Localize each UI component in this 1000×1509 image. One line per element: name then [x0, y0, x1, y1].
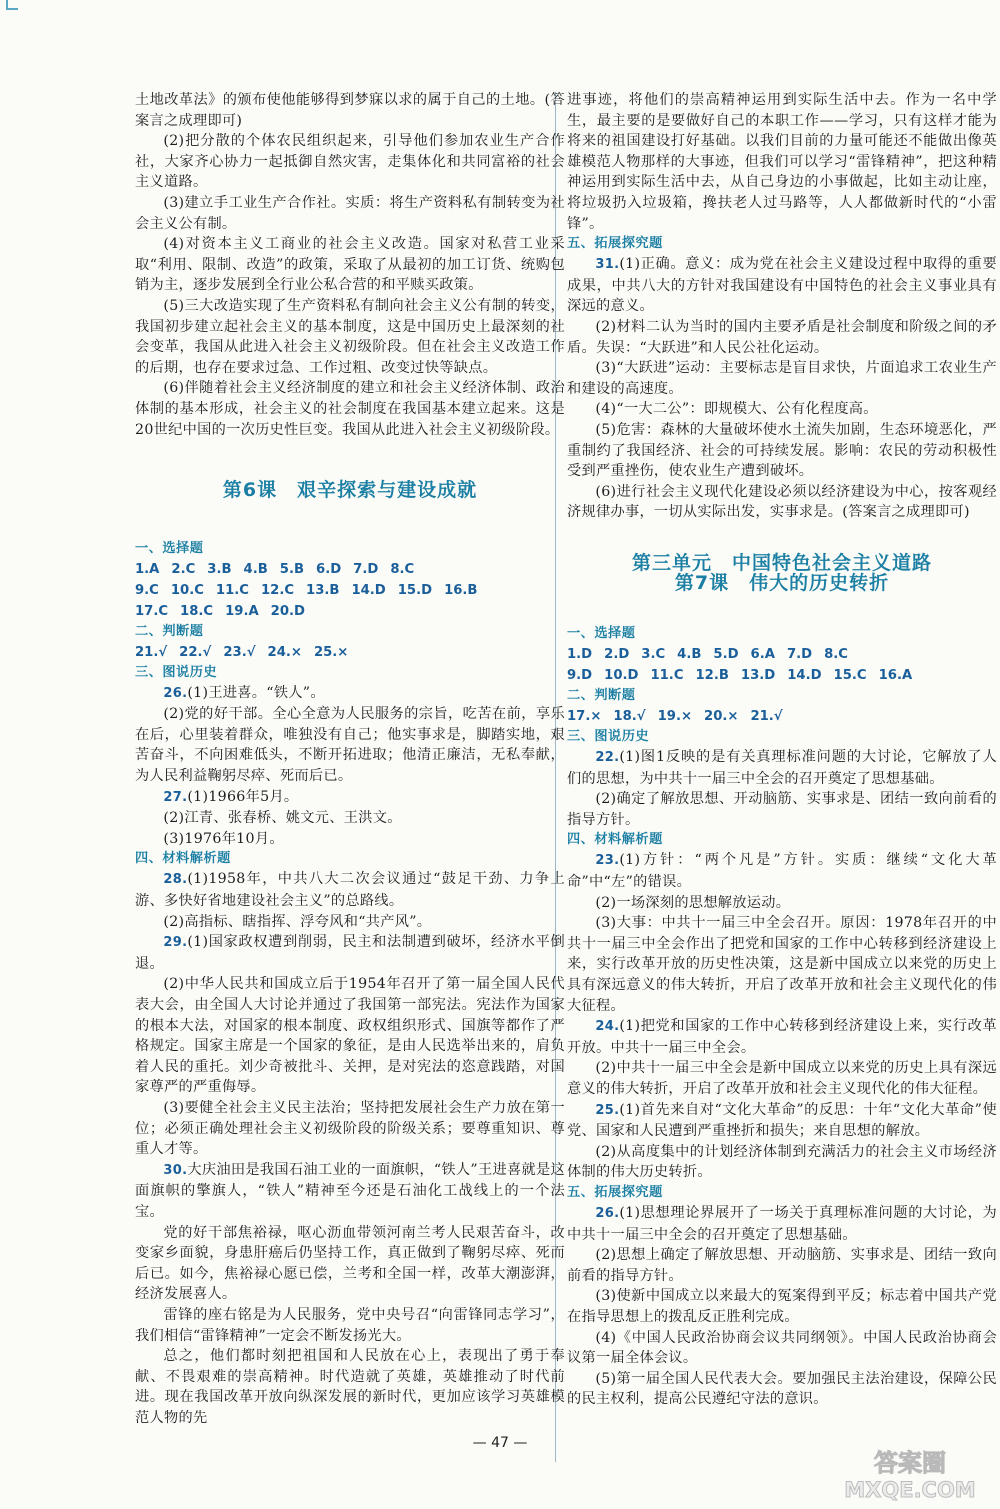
section-heading: 三、图说历史	[567, 729, 650, 745]
answer-paragraph	[567, 789, 997, 830]
answer-paragraph	[135, 1346, 565, 1428]
answer-paragraph	[135, 704, 565, 786]
answer-text: (2)中华人民共和国成立后于1954年召开了第一届全国人民代表大会，由全国人大讨论并通过了我国第一部宪法。宪法作为国家的根本大法，对国家的根本制度、政权组织形式、国旗等都作了严格规定。国家主席是一个国家的象征，是由人民选举出来的，肩负着人民的重托。刘少奇被批斗、关押，是对宪法的恣意践踏，对国家尊严的严重侮辱。	[135, 976, 565, 1096]
answer-text: (1)思想理论界展开了一场关于真理标准问题的大讨论，为中共十一届三中全会的召开奠定了思想基础。	[567, 1204, 997, 1243]
answer-key-row	[135, 642, 565, 663]
answer-text: (5)第一届全国人民代表大会。要加强民主法治建设，保障公民的民主权利，提高公民遵纪守法的意识。	[567, 1370, 997, 1408]
question-number: 24.	[595, 1019, 620, 1035]
answer-paragraph	[567, 358, 997, 399]
answer-text: (1)首先来自对“文化大革命”的反思：十年“文化大革命”使党、国家和人民遭到严重挫折和损失；来自思想的解放。	[567, 1101, 997, 1140]
answer-key-item: 15.C	[833, 668, 867, 684]
answer-key-item: 18.C	[180, 603, 214, 619]
answer-paragraph	[135, 829, 565, 850]
answer-paragraph	[567, 747, 997, 789]
answer-text: (2)一场深刻的思想解放运动。	[595, 894, 791, 911]
answer-paragraph	[567, 254, 997, 317]
answer-paragraph	[567, 1286, 997, 1327]
answer-text: (2)从高度集中的计划经济体制到充满活力的社会主义市场经济体制的伟大历史转折。	[567, 1143, 997, 1181]
question-number: 26.	[163, 685, 188, 701]
answer-key-item: 16.A	[878, 668, 913, 684]
answer-text: (2)中共十一届三中全会是新中国成立以来党的历史上具有深远意义的伟大转折，开启了改革开放和社会主义现代化的伟大征程。	[567, 1060, 997, 1097]
section-heading: 二、判断题	[567, 688, 636, 704]
answer-paragraph	[135, 974, 565, 1098]
section-heading: 一、选择题	[135, 540, 204, 556]
answer-paragraph	[135, 1160, 565, 1223]
answer-paragraph	[135, 296, 565, 378]
question-number: 27.	[163, 789, 188, 805]
answer-text: (1)正确。意义：成为党在社会主义建设过程中取得的重要成果，中共八大的方针对我国建设有中国特色的社会主义事业具有深远的意义。	[567, 256, 997, 315]
spacer	[135, 440, 565, 480]
section-heading: 五、拓展探究题	[567, 1184, 663, 1200]
watermark-text-cn: 答案圈	[874, 1449, 946, 1477]
answer-key-item: 17.C	[135, 603, 169, 619]
answer-key-row	[567, 665, 997, 686]
answer-paragraph	[135, 378, 565, 440]
answer-key-row	[135, 601, 565, 622]
answer-paragraph	[567, 420, 997, 482]
answer-key-item: 1.D	[567, 647, 593, 663]
lesson-title: 第7课 伟大的历史转折	[674, 572, 890, 595]
answer-paragraph	[567, 1100, 997, 1142]
section-heading: 三、图说历史	[135, 664, 218, 680]
answer-text: (2)党的好干部。全心全意为人民服务的宗旨，吃苦在前，享乐在后，心里装着群众，唯独没有自己；他实事求是，脚踏实地，艰苦奋斗，不向困难低头，不断开拓进取；他清正廉洁，无私奉献，为人民利益鞠躬尽瘁、死而后已。	[135, 706, 565, 785]
answer-text: (2)材料二认为当时的国内主要矛盾是社会制度和阶级之间的矛盾。失误：“大跃进”和人民公社化运动。	[567, 318, 997, 356]
answer-paragraph	[567, 893, 997, 914]
answer-text: 党的好干部焦裕禄，呕心沥血带领河南兰考人民艰苦奋斗，改变家乡面貌，身患肝癌后仍坚持工作，真正做到了鞠躬尽瘁、死而后已。如今，焦裕禄心愿已偿，兰考和全国一样，改革大潮澎湃，经济发展喜人。	[135, 1224, 565, 1303]
answer-paragraph	[567, 1203, 997, 1245]
answer-key-item: 9.D	[567, 668, 593, 684]
answer-paragraph	[567, 1142, 997, 1183]
answer-key-row	[567, 644, 997, 665]
answer-text: (2)确定了解放思想、开动脑筋、实事求是、团结一致向前看的指导方针。	[567, 791, 997, 828]
section-heading: 四、材料解析题	[567, 832, 663, 848]
answer-key-item: 2.D	[604, 647, 630, 663]
answer-key-item: 13.D	[740, 668, 776, 684]
answer-paragraph	[567, 399, 997, 420]
answer-key-item: 5.D	[713, 647, 739, 663]
spacer	[567, 523, 997, 553]
watermark-text-en: MXQE.COM	[844, 1478, 976, 1502]
spacer	[567, 594, 997, 624]
answer-key-item: 19.×	[657, 709, 693, 725]
answer-text: 大庆油田是我国石油工业的一面旗帜，“铁人”王进喜就是这面旗帜的擎旗人，“铁人”精神至今还是石油化工战线上的一个法宝。	[135, 1161, 565, 1220]
section-heading: 一、选择题	[567, 626, 636, 642]
answer-text: (2)高指标、瞎指挥、浮夸风和“共产风”。	[163, 913, 432, 930]
answer-key-item: 6.D	[316, 561, 342, 577]
answer-paragraph	[567, 1369, 997, 1410]
answer-text: (1)王进喜。“铁人”。	[187, 684, 325, 701]
answer-paragraph	[567, 317, 997, 358]
section-heading: 二、判断题	[135, 623, 204, 639]
answer-text: (3)要健全社会主义民主法治；坚持把发展社会生产力放在第一位；必须正确处理社会主义初级阶段的阶级关系；要尊重知识、尊重人才等。	[135, 1099, 565, 1158]
answer-text: (1)1958年，中共八大二次会议通过“鼓足干劲、力争上游、多快好省地建设社会主义”的总路线。	[135, 871, 565, 910]
answer-text: (1)国家政权遭到削弱，民主和法制遭到破坏，经济水平倒退。	[135, 934, 565, 972]
answer-text: (3)大事：中共十一届三中全会召开。原因：1978年召开的中共十一届三中全会作出了把党和国家的工作中心转移到经济建设上来，实行改革开放的历史性决策，这是新中国成立以来党的历史上具有深远意义的伟大转折，开启了改革开放和社会主义现代化的伟大征程。	[567, 915, 997, 1014]
answer-text: (2)把分散的个体农民组织起来，引导他们参加农业生产合作社，大家齐心协力一起抵御自然灾害，走集体化和共同富裕的社会主义道路。	[135, 133, 565, 191]
answer-key-item: 3.B	[207, 561, 232, 577]
answer-key-item: 4.B	[677, 647, 702, 663]
question-number: 29.	[163, 935, 188, 951]
answer-paragraph	[135, 683, 565, 705]
answer-key-item: 11.C	[215, 582, 249, 598]
spacer	[135, 501, 565, 539]
answer-paragraph	[135, 912, 565, 933]
question-number: 28.	[163, 872, 188, 888]
watermark-logo	[835, 1445, 985, 1503]
answer-text: (1)1966年5月。	[187, 788, 299, 805]
answer-text: (5)三大改造实现了生产资料私有制向社会主义公有制的转变，我国初步建立起社会主义的基本制度，这是中国历史上最深刻的社会变革，我国从此进入社会主义初级阶段。但在社会主义改造工作的后期，也存在要求过急、工作过粗、改变过快等缺点。	[135, 297, 565, 376]
answer-paragraph	[567, 1016, 997, 1058]
answer-text: (3)“大跃进”运动：主要标志是盲目求快，片面追求工农业生产和建设的高速度。	[567, 360, 997, 397]
answer-key-item: 22.√	[179, 644, 212, 660]
answer-key-row	[567, 706, 997, 727]
answer-paragraph	[135, 932, 565, 974]
answer-key-item: 8.C	[824, 647, 848, 663]
answer-paragraph: 进事迹，将他们的崇高精神运用到实际生活中去。作为一名中学生，最主要的是要做好自己的本职工作——学习，只有这样才能为将来的祖国建设打好基础。以我们目前的力量可能还不能做出像英雄模范人物那样的大事迹，但我们可以学习“雷锋精神”，把这种精神运用到实际生活中去，从自己身边的小事做起，比如主动让座，将垃圾扔入垃圾箱，搀扶老人过马路等，人人都做新时代的“小雷锋”。	[567, 92, 997, 232]
answer-paragraph	[135, 234, 565, 296]
answer-key-item: 21.√	[750, 709, 783, 725]
answer-key-item: 3.C	[641, 647, 666, 663]
answer-text: (4)“一大二公”：即规模大、公有化程度高。	[595, 401, 878, 418]
answer-paragraph	[135, 869, 565, 911]
answer-paragraph	[135, 131, 565, 193]
answer-key-item: 24.×	[267, 644, 302, 660]
answer-paragraph	[135, 787, 565, 809]
answer-key-item: 5.B	[279, 561, 305, 577]
answer-key-item: 14.D	[351, 582, 386, 598]
answer-paragraph	[567, 850, 997, 892]
answer-key-item: 2.C	[171, 561, 196, 577]
page-number: — 47 —	[472, 1435, 528, 1451]
answer-key-item: 16.B	[444, 582, 478, 598]
corner-mark	[6, 0, 18, 10]
answer-text: (3)使新中国成立以来最大的冤案得到平反；标志着中国共产党在指导思想上的拨乱反正胜利完成。	[567, 1288, 997, 1325]
answer-key-row	[135, 580, 565, 601]
answer-text: 土地改革法》的颁布使他能够得到梦寐以求的属于自己的土地。(答案言之成理即可)	[135, 92, 565, 129]
answer-text: (3)建立手工业生产合作社。实质：将生产资料私有制转变为社会主义公有制。	[135, 194, 565, 232]
answer-paragraph	[135, 193, 565, 234]
section-heading: 四、材料解析题	[135, 851, 231, 867]
answer-paragraph	[567, 913, 997, 1016]
answer-paragraph	[135, 1098, 565, 1160]
answer-key-item: 13.B	[306, 582, 340, 598]
answer-paragraph	[135, 1305, 565, 1346]
answer-key-item: 11.C	[650, 668, 684, 684]
answer-text: (1)图1反映的是有关真理标准问题的大讨论，它解放了人们的思想，为中共十一届三中全会的召开奠定了思想基础。	[567, 749, 997, 787]
question-number: 25.	[595, 1102, 620, 1118]
question-number: 22.	[595, 750, 620, 766]
answer-key-item: 12.B	[695, 668, 729, 684]
answer-key-item: 19.A	[225, 603, 259, 619]
section-heading: 五、拓展探究题	[567, 236, 663, 252]
answer-text: (1)方针：“两个凡是”方针。实质：继续“文化大革命”中“左”的错误。	[567, 852, 997, 891]
answer-paragraph	[135, 1223, 565, 1305]
answer-key-item: 7.D	[353, 561, 379, 577]
lesson-title: 第6课 艰辛探索与建设成就	[222, 479, 478, 502]
answer-text: (4)对资本主义工商业的社会主义改造。国家对私营工业采取“利用、限制、改造”的政策，采取了从最初的加工订货、统购包销为主，逐步发展到全行业公私合营的和平赎买政策。	[135, 236, 565, 294]
answer-key-item: 10.C	[170, 582, 204, 598]
answer-text: (2)思想上确定了解放思想、开动脑筋、实事求是、团结一致向前看的指导方针。	[567, 1247, 997, 1284]
answer-paragraph	[567, 1328, 997, 1369]
answer-key-item: 17.×	[567, 709, 602, 725]
answer-text: (5)危害：森林的大量破坏使水土流失加剧，生态环境恶化，严重制约了我国经济、社会的可持续发展。影响：农民的劳动积极性受到严重挫伤，使农业生产遭到破坏。	[567, 421, 997, 480]
answer-text: (2)江青、张春桥、姚文元、王洪文。	[163, 810, 402, 827]
answer-paragraph	[567, 1245, 997, 1286]
answer-text: (1)把党和国家的工作中心转移到经济建设上来，实行改革开放。中共十一届三中全会。	[567, 1018, 997, 1056]
answer-key-item: 7.D	[786, 647, 813, 663]
answer-key-item: 18.√	[613, 709, 646, 725]
question-number: 31.	[595, 257, 620, 273]
answer-text: (4)《中国人民政治协商会议共同纲领》。中国人民政治协商会议第一届全体会议。	[567, 1329, 997, 1367]
answer-text: (6)伴随着社会主义经济制度的建立和社会主义经济体制、政治体制的基本形成，社会主义的社会制度在我国基本建立起来。这是20世纪中国的一次历史性巨变。我国从此进入社会主义初级阶段。	[135, 380, 565, 438]
answer-text: 雷锋的座右铭是为人民服务，党中央号召“向雷锋同志学习”，我们相信“雷锋精神”一定会不断发扬光大。	[135, 1306, 565, 1344]
answer-key-item: 10.D	[604, 668, 639, 684]
answer-key-item: 9.C	[135, 582, 159, 598]
answer-key-item: 8.C	[390, 561, 415, 577]
right-column	[567, 90, 997, 1410]
question-number: 23.	[595, 853, 620, 869]
answer-text: (6)进行社会主义现代化建设必须以经济建设为中心，按客观经济规律办事，一切从实际出发，实事求是。(答案言之成理即可)	[567, 483, 997, 521]
left-column	[135, 90, 565, 1428]
question-number: 26.	[595, 1205, 620, 1221]
answer-key-item: 21.√	[135, 644, 168, 660]
answer-key-row	[135, 559, 565, 580]
answer-key-item: 1.A	[135, 561, 160, 577]
answer-key-item: 20.D	[270, 603, 305, 619]
answer-key-item: 25.×	[313, 644, 349, 660]
answer-key-item: 14.D	[787, 668, 822, 684]
answer-paragraph	[567, 482, 997, 523]
answer-paragraph	[135, 808, 565, 829]
unit-title: 第三单元 中国特色社会主义道路	[631, 551, 932, 574]
answer-paragraph	[135, 90, 565, 131]
answer-key-item: 20.×	[704, 709, 739, 725]
answer-key-item: 23.√	[223, 644, 256, 660]
answer-key-item: 6.A	[750, 647, 775, 663]
answer-text: 总之，他们都时刻把祖国和人民放在心上，表现出了勇于奉献、不畏艰难的崇高精神。时代造就了英雄，英雄推动了时代前进。现在我国改革开放向纵深发展的新时代，更加应该学习英雄模范人物的先	[135, 1348, 565, 1426]
answer-paragraph	[567, 1058, 997, 1099]
answer-key-item: 4.B	[243, 561, 268, 577]
answer-text: (3)1976年10月。	[163, 830, 284, 847]
answer-key-item: 15.D	[397, 582, 433, 598]
answer-key-item: 12.C	[260, 582, 295, 598]
question-number: 30.	[163, 1162, 188, 1178]
